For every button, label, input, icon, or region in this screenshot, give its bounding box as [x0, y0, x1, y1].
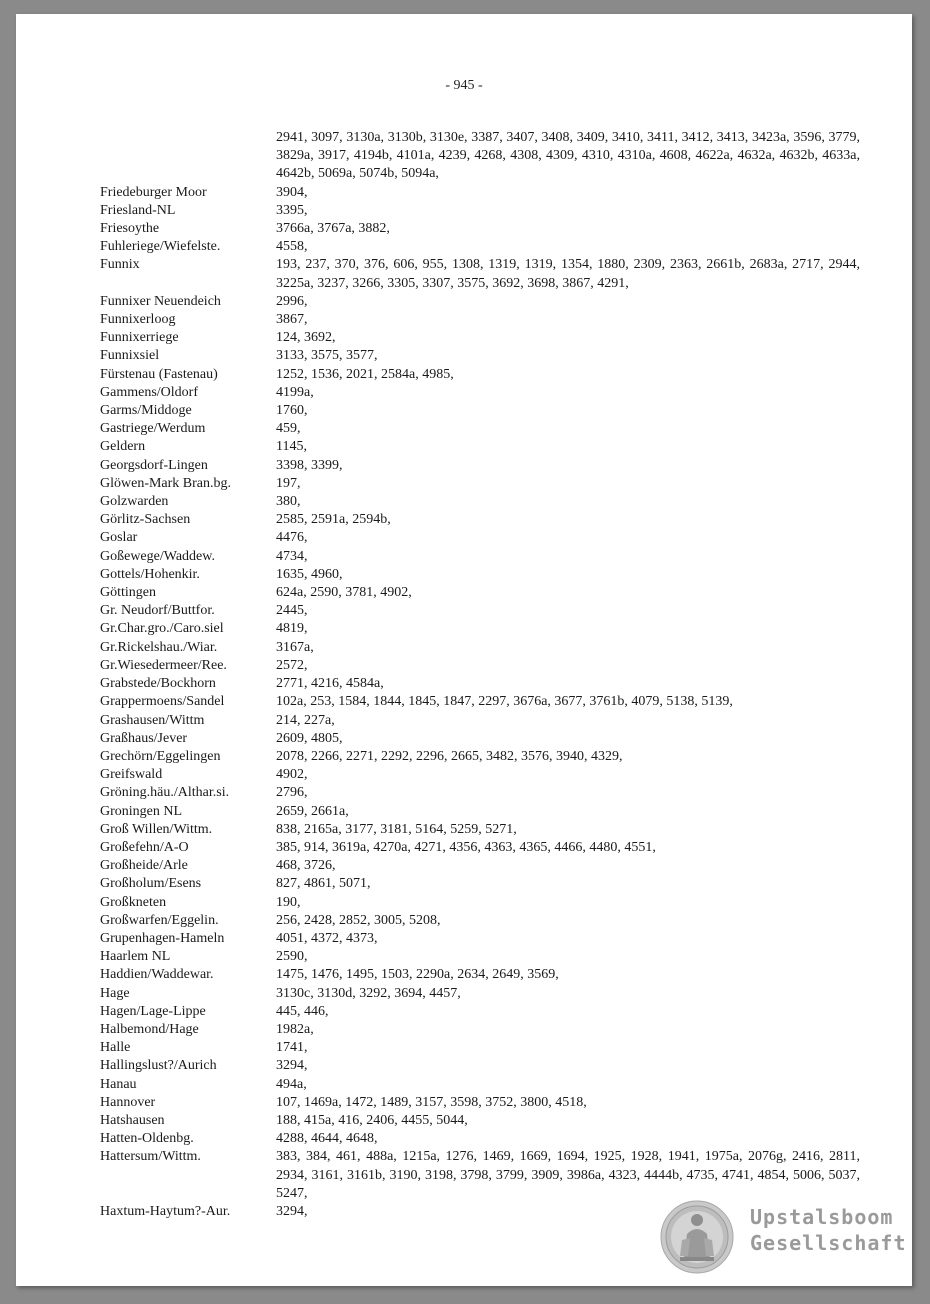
place-name: Goslar: [100, 530, 138, 546]
reference-numbers: 1475, 1476, 1495, 1503, 2290a, 2634, 2649, 3569,: [276, 967, 559, 983]
reference-numbers: 1252, 1536, 2021, 2584a, 4985,: [276, 366, 454, 382]
reference-numbers: 445, 446,: [276, 1003, 329, 1019]
place-name: Hatten-Oldenbg.: [100, 1131, 194, 1147]
index-row: [100, 985, 860, 1003]
place-name: Haarlem NL: [100, 949, 171, 965]
place-name: Hallingslust?/Aurich: [100, 1058, 217, 1074]
index-row: [100, 657, 860, 675]
index-row: [100, 1076, 860, 1094]
reference-numbers: 2445,: [276, 603, 308, 619]
logo-line-2: Gesellschaft: [750, 1231, 907, 1255]
index-row: [100, 912, 860, 930]
reference-numbers: 2078, 2266, 2271, 2292, 2296, 2665, 3482, 3576, 3940, 4329,: [276, 748, 623, 764]
place-name: Groß Willen/Wittm.: [100, 821, 213, 837]
place-name: Gastriege/Werdum: [100, 421, 206, 437]
place-name: Goßewege/Waddew.: [100, 548, 215, 564]
index-row: [100, 493, 860, 511]
place-name: Hatshausen: [100, 1112, 165, 1128]
place-name: Grashausen/Wittm: [100, 712, 205, 728]
place-name: Friesoythe: [100, 221, 160, 237]
index-row: [100, 438, 860, 456]
reference-numbers: 459,: [276, 421, 301, 437]
seal-icon: [660, 1200, 734, 1274]
index-row: [100, 347, 860, 365]
reference-numbers: 468, 3726,: [276, 858, 336, 874]
index-row: [100, 184, 860, 202]
index-row: [100, 529, 860, 547]
place-name: Grechörn/Eggelingen: [100, 748, 221, 764]
reference-numbers: 4288, 4644, 4648,: [276, 1131, 378, 1147]
place-name: Gr.Wiesedermeer/Ree.: [100, 657, 227, 673]
index-row: [100, 930, 860, 948]
place-name: Gr.Rickelshau./Wiar.: [100, 639, 218, 655]
index-row: [100, 693, 860, 711]
reference-numbers: 107, 1469a, 1472, 1489, 3157, 3598, 3752, 3800, 4518,: [276, 1094, 587, 1110]
reference-numbers: 838, 2165a, 3177, 3181, 5164, 5259, 5271,: [276, 821, 517, 837]
reference-numbers: 102a, 253, 1584, 1844, 1845, 1847, 2297, 3676a, 3677, 3761b, 4079, 5138, 5139,: [276, 694, 733, 710]
index-row: [100, 475, 860, 493]
reference-numbers: 3294,: [276, 1203, 308, 1219]
index-row: [100, 202, 860, 220]
index-row: [100, 730, 860, 748]
reference-numbers: 385, 914, 3619a, 4270a, 4271, 4356, 4363, 4365, 4466, 4480, 4551,: [276, 839, 656, 855]
reference-numbers: 190,: [276, 894, 301, 910]
index-row: [100, 639, 860, 657]
place-name: Greifswald: [100, 767, 163, 783]
index-row: [100, 894, 860, 912]
index-row: [100, 620, 860, 638]
place-name: Großkneten: [100, 894, 167, 910]
index-row: [100, 238, 860, 256]
continuation-refs: 2941, 3097, 3130a, 3130b, 3130e, 3387, 3407, 3408, 3409, 3410, 3411, 3412, 3413, 3423a, 3596, 3779, 3829a, 3917, 4194b, 4101a, 4239, 4268, 4308, 4309, 4310, 4310a, 4608, 4622a, 4632a, 4632b, 4633a, 4642b, 5069a, 5074b, 5094a,: [276, 130, 860, 182]
index-row: [100, 1021, 860, 1039]
place-name: Grappermoens/Sandel: [100, 694, 225, 710]
index-row: [100, 1094, 860, 1112]
index-row: [100, 766, 860, 784]
place-name: Großheide/Arle: [100, 858, 188, 874]
reference-numbers: 3133, 3575, 3577,: [276, 348, 378, 364]
reference-numbers: 4051, 4372, 4373,: [276, 930, 378, 946]
reference-numbers: 2585, 2591a, 2594b,: [276, 512, 391, 528]
place-name: Halle: [100, 1040, 131, 1056]
place-name: Großholum/Esens: [100, 876, 202, 892]
place-name: Göttingen: [100, 585, 156, 601]
place-name: Hattersum/Wittm.: [100, 1149, 201, 1165]
place-index: [100, 129, 860, 1221]
reference-numbers: 214, 227a,: [276, 712, 335, 728]
reference-numbers: 494a,: [276, 1076, 307, 1092]
index-row: [100, 220, 860, 238]
reference-numbers: 2590,: [276, 949, 308, 965]
index-row: [100, 384, 860, 402]
place-name: Friesland-NL: [100, 202, 176, 218]
reference-numbers: 197,: [276, 475, 301, 491]
index-row: [100, 366, 860, 384]
index-row: [100, 948, 860, 966]
place-name: Groningen NL: [100, 803, 183, 819]
place-name: Grabstede/Bockhorn: [100, 676, 216, 692]
place-name: Hanau: [100, 1076, 137, 1092]
reference-numbers: 380,: [276, 494, 301, 510]
reference-numbers: 4734,: [276, 548, 308, 564]
place-name: Geldern: [100, 439, 146, 455]
index-row: [100, 857, 860, 875]
reference-numbers: 124, 3692,: [276, 330, 336, 346]
index-row: [100, 457, 860, 475]
index-row: [100, 803, 860, 821]
reference-numbers: 2771, 4216, 4584a,: [276, 676, 384, 692]
place-name: Gröning.häu./Althar.si.: [100, 785, 230, 801]
index-row: [100, 293, 860, 311]
place-name: Funnixer Neuendeich: [100, 293, 221, 309]
index-row: [100, 1112, 860, 1130]
index-row: [100, 256, 860, 292]
place-name: Glöwen-Mark Bran.bg.: [100, 475, 232, 491]
place-name: Graßhaus/Jever: [100, 730, 188, 746]
index-row: [100, 1039, 860, 1057]
reference-numbers: 3130c, 3130d, 3292, 3694, 4457,: [276, 985, 461, 1001]
place-name: Funnixsiel: [100, 348, 160, 364]
index-row: [100, 966, 860, 984]
index-row: [100, 821, 860, 839]
place-name: Fuhleriege/Wiefelste.: [100, 239, 221, 255]
reference-numbers: 3398, 3399,: [276, 457, 343, 473]
index-row: [100, 784, 860, 802]
place-name: Gottels/Hohenkir.: [100, 566, 200, 582]
continuation-row: [100, 129, 860, 184]
place-name: Haddien/Waddewar.: [100, 967, 214, 983]
index-row: [100, 675, 860, 693]
place-name: Großwarfen/Eggelin.: [100, 912, 219, 928]
index-row: [100, 584, 860, 602]
reference-numbers: 624a, 2590, 3781, 4902,: [276, 585, 412, 601]
reference-numbers: 2609, 4805,: [276, 730, 343, 746]
reference-numbers: 2659, 2661a,: [276, 803, 349, 819]
reference-numbers: 3867,: [276, 312, 308, 328]
index-row: [100, 712, 860, 730]
index-row: [100, 748, 860, 766]
place-name: Gr. Neudorf/Buttfor.: [100, 603, 215, 619]
index-row: [100, 839, 860, 857]
logo-name: [750, 1204, 907, 1256]
place-name: Georgsdorf-Lingen: [100, 457, 208, 473]
reference-numbers: 4558,: [276, 239, 308, 255]
reference-numbers: 4199a,: [276, 384, 314, 400]
place-name: Hage: [100, 985, 130, 1001]
reference-numbers: 4476,: [276, 530, 308, 546]
place-name: Funnix: [100, 257, 140, 273]
reference-numbers: 2572,: [276, 657, 308, 673]
reference-numbers: 3904,: [276, 184, 308, 200]
reference-numbers: 3167a,: [276, 639, 314, 655]
index-row: [100, 566, 860, 584]
reference-numbers: 4902,: [276, 767, 308, 783]
reference-numbers: 1635, 4960,: [276, 566, 343, 582]
reference-numbers: 2796,: [276, 785, 308, 801]
place-name: Hagen/Lage-Lippe: [100, 1003, 206, 1019]
index-row: [100, 1130, 860, 1148]
place-name: Großefehn/A-O: [100, 839, 189, 855]
reference-numbers: 193, 237, 370, 376, 606, 955, 1308, 1319, 1319, 1354, 1880, 2309, 2363, 2661b, 2683a, 2717, 2944, 3225a, 3237, 3266, 3305, 3307, 3575, 3692, 3698, 3867, 4291,: [276, 257, 860, 291]
reference-numbers: 4819,: [276, 621, 308, 637]
place-name: Fürstenau (Fastenau): [100, 366, 218, 382]
reference-numbers: 3766a, 3767a, 3882,: [276, 221, 390, 237]
page-number: - 945 -: [445, 78, 483, 93]
place-name: Gr.Char.gro./Caro.siel: [100, 621, 224, 637]
reference-numbers: 1145,: [276, 439, 307, 455]
reference-numbers: 827, 4861, 5071,: [276, 876, 371, 892]
place-name: Hannover: [100, 1094, 156, 1110]
document-page: [16, 14, 912, 1286]
reference-numbers: 1760,: [276, 403, 308, 419]
place-name: Funnixerloog: [100, 312, 176, 328]
place-name: Gammens/Oldorf: [100, 384, 198, 400]
index-row: [100, 329, 860, 347]
index-row: [100, 1057, 860, 1075]
place-name: Funnixerriege: [100, 330, 179, 346]
reference-numbers: 3294,: [276, 1058, 308, 1074]
index-row: [100, 1148, 860, 1203]
index-row: [100, 402, 860, 420]
reference-numbers: 1741,: [276, 1040, 308, 1056]
reference-numbers: 1982a,: [276, 1021, 314, 1037]
index-row: [100, 875, 860, 893]
reference-numbers: 3395,: [276, 202, 308, 218]
upstalsboom-logo: [660, 1200, 906, 1272]
place-name: Friedeburger Moor: [100, 184, 207, 200]
index-row: [100, 420, 860, 438]
reference-numbers: 188, 415a, 416, 2406, 4455, 5044,: [276, 1112, 468, 1128]
place-name: Halbemond/Hage: [100, 1021, 199, 1037]
reference-numbers: 383, 384, 461, 488a, 1215a, 1276, 1469, 1669, 1694, 1925, 1928, 1941, 1975a, 2076g, 2416, 2811, 2934, 3161, 3161b, 3190, 3198, 3798, 3799, 3909, 3986a, 4323, 4444b, 4735, 4741, 4854, 5006, 5037, 5247,: [276, 1149, 860, 1201]
index-row: [100, 548, 860, 566]
reference-numbers: 2996,: [276, 293, 308, 309]
index-row: [100, 602, 860, 620]
index-row: [100, 311, 860, 329]
place-name: Golzwarden: [100, 494, 169, 510]
reference-numbers: 256, 2428, 2852, 3005, 5208,: [276, 912, 441, 928]
logo-line-1: Upstalsboom: [750, 1205, 894, 1229]
place-name: Haxtum-Haytum?-Aur.: [100, 1203, 231, 1219]
index-row: [100, 1003, 860, 1021]
index-row: [100, 511, 860, 529]
place-name: Grupenhagen-Hameln: [100, 930, 225, 946]
place-name: Görlitz-Sachsen: [100, 512, 191, 528]
place-name: Garms/Middoge: [100, 403, 192, 419]
